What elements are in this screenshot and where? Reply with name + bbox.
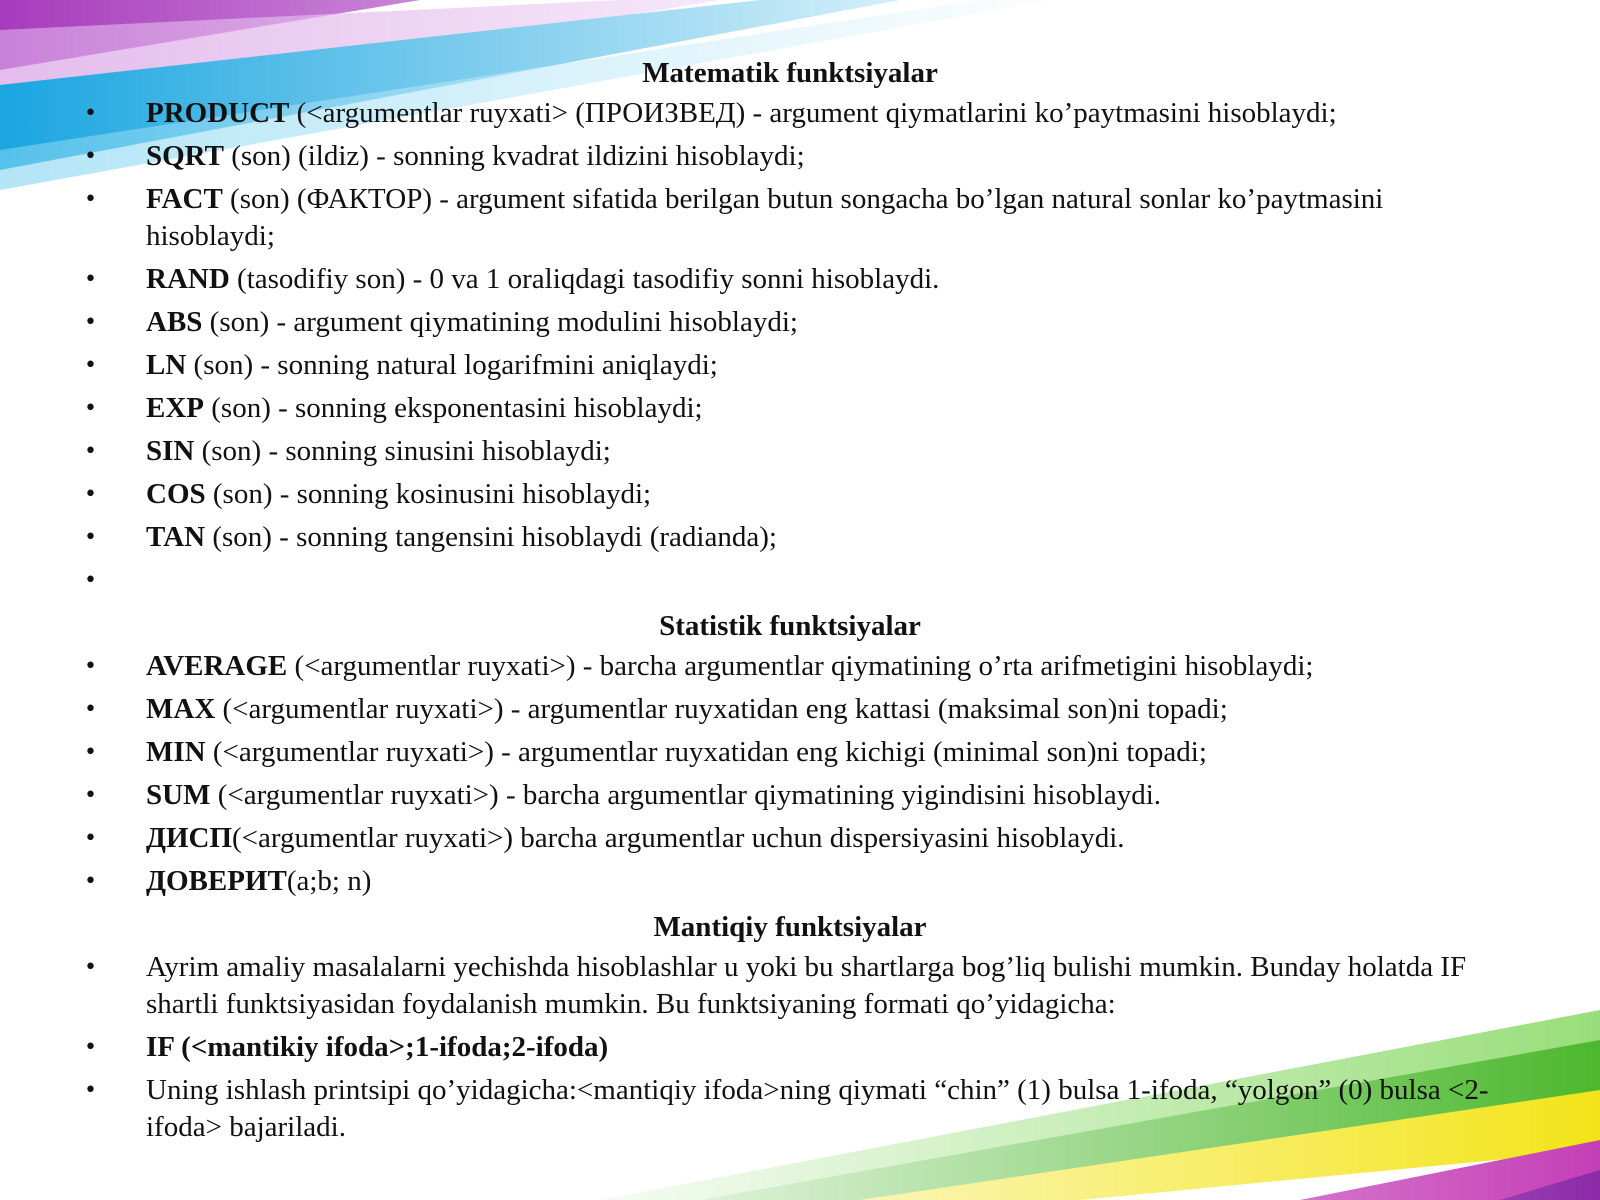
list-item: [0, 304, 1600, 341]
function-name: SUM: [146, 779, 211, 811]
list-item: [0, 433, 1600, 470]
stat-function-list: [0, 648, 1600, 900]
bullet: •: [84, 482, 97, 507]
slide-content: [0, 52, 1600, 1152]
function-name: LN: [146, 349, 187, 381]
list-item: [0, 181, 1600, 255]
function-description: (son) - sonning sinusini hisoblaydi;: [194, 435, 611, 467]
function-name: MIN: [146, 736, 206, 768]
function-name: TAN: [146, 521, 206, 553]
list-item: [0, 863, 1600, 900]
list-item: [0, 691, 1600, 728]
function-name: COS: [146, 478, 206, 510]
list-item: [0, 347, 1600, 384]
function-name: FACT: [146, 183, 223, 215]
bullet: •: [84, 144, 97, 169]
function-description: (<argumentlar ruyxati> (ПРОИЗВЕД) - argument qiymatlarini ko’paytmasini hisoblaydi;: [289, 97, 1337, 129]
list-item: [0, 949, 1600, 1023]
list-item: [0, 820, 1600, 857]
function-name: ДОВЕРИТ: [146, 865, 287, 897]
function-name: SIN: [146, 435, 195, 467]
function-description: (<argumentlar ruyxati>) - argumentlar ruyxatidan eng kichigi (minimal son)ni topadi;: [205, 736, 1207, 768]
function-name: ДИСП: [146, 822, 233, 854]
list-item: [0, 261, 1600, 298]
function-description: (son) - sonning natural logarifmini aniqlaydi;: [186, 349, 718, 381]
function-description: (<argumentlar ruyxati>) - barcha argumentlar qiymatining yigindisini hisoblaydi.: [210, 779, 1162, 811]
logic-function-list: [0, 949, 1600, 1146]
bullet: •: [84, 697, 97, 722]
function-description: (son) - argument qiymatining modulini hisoblaydi;: [202, 306, 798, 338]
list-item: [0, 95, 1600, 132]
bullet: •: [84, 525, 97, 550]
bullet: •: [84, 439, 97, 464]
bullet: •: [84, 783, 97, 808]
bullet: •: [84, 187, 97, 212]
list-item: [0, 476, 1600, 513]
bullet: •: [84, 654, 97, 679]
function-description: (<argumentlar ruyxati>) - argumentlar ruyxatidan eng kattasi (maksimal son)ni topadi;: [215, 693, 1228, 725]
list-item: [0, 1072, 1600, 1146]
function-name: SQRT: [146, 140, 224, 172]
bullet: •: [84, 101, 97, 126]
function-description: (tasodifiy son) - 0 va 1 oraliqdagi tasodifiy sonni hisoblaydi.: [229, 263, 940, 295]
function-name: AVERAGE: [146, 650, 288, 682]
list-item: [0, 648, 1600, 685]
list-item: [0, 138, 1600, 175]
function-name: MAX: [146, 693, 216, 725]
bullet: •: [84, 396, 97, 421]
list-item: [0, 734, 1600, 771]
function-description: (son) (ФАКТОР) - argument sifatida berilgan butun songacha bo’lgan natural sonlar ko’paytmasini hisoblaydi;: [146, 183, 1384, 252]
bullet: •: [84, 568, 97, 593]
list-item: [0, 519, 1600, 556]
function-name: RAND: [146, 263, 230, 295]
function-name: IF (<mantikiy ifoda>;1-ifoda;2-ifoda): [146, 1031, 609, 1063]
function-description: (<argumentlar ruyxati>) - barcha argumentlar qiymatining o’rta arifmetigini hisoblaydi;: [287, 650, 1314, 682]
bullet: •: [84, 740, 97, 765]
function-description: (son) - sonning tangensini hisoblaydi (radianda);: [205, 521, 777, 553]
function-description: Uning ishlash printsipi qo’yidagicha:<mantiqiy ifoda>ning qiymati “chin” (1) bulsa 1-ifoda, “yolgon” (0) bulsa <2-ifoda> bajariladi.: [146, 1074, 1489, 1143]
function-name: EXP: [146, 392, 204, 424]
bullet: •: [84, 267, 97, 292]
function-description: (son) - sonning eksponentasini hisoblaydi;: [204, 392, 703, 424]
math-function-list: [0, 95, 1600, 556]
bullet: •: [84, 1035, 97, 1060]
function-description: (a;b; n): [286, 865, 372, 897]
heading-stat: Statistik funktsiyalar: [659, 610, 921, 642]
function-description: Ayrim amaliy masalalarni yechishda hisoblashlar u yoki bu shartlarga bog’liq bulishi mumkin. Bunday holatda IF shartli funktsiyasidan foydalanish mumkin. Bu funktsiyaning formati qo’yidagicha:: [146, 951, 1467, 1020]
bullet: •: [84, 826, 97, 851]
empty-list-item: [0, 562, 1600, 599]
heading-logic: Mantiqiy funktsiyalar: [653, 911, 927, 943]
function-description: (<argumentlar ruyxati>) barcha argumentlar uchun dispersiyasini hisoblaydi.: [232, 822, 1125, 854]
bullet: •: [84, 310, 97, 335]
list-item: [0, 1029, 1600, 1066]
list-item: [0, 390, 1600, 427]
function-name: PRODUCT: [146, 97, 290, 129]
function-description: (son) (ildiz) - sonning kvadrat ildizini hisoblaydi;: [223, 140, 805, 172]
bullet: •: [84, 869, 97, 894]
function-description: (son) - sonning kosinusini hisoblaydi;: [205, 478, 652, 510]
function-name: ABS: [146, 306, 203, 338]
heading-math: Matematik funktsiyalar: [642, 57, 938, 89]
list-item: [0, 777, 1600, 814]
bullet: •: [84, 1078, 97, 1103]
bullet: •: [84, 353, 97, 378]
bullet: •: [84, 955, 97, 980]
